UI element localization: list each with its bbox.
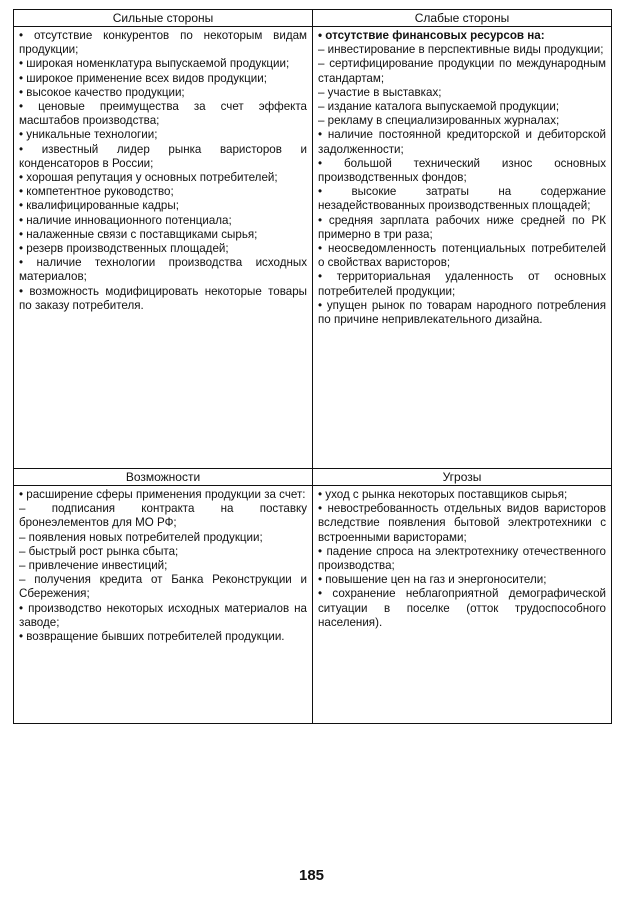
strengths-item: • хорошая репутация у основных потребителей; — [19, 171, 307, 185]
weaknesses-item: • большой технический износ основных производственных фондов; — [318, 157, 606, 185]
weaknesses-item: • высокие затраты на содержание незадействованных производственных площадей; — [318, 185, 606, 213]
threats-cell — [313, 486, 612, 724]
opportunities-list — [19, 488, 307, 644]
strengths-item: • наличие инновационного потенциала; — [19, 214, 307, 228]
strengths-item: • высокое качество продукции; — [19, 86, 307, 100]
swot-table — [13, 9, 612, 724]
strengths-item: • широкая номенклатура выпускаемой продукции; — [19, 57, 307, 71]
strengths-item: • наличие технологии производства исходных материалов; — [19, 256, 307, 284]
strengths-item: • ценовые преимущества за счет эффекта масштабов производства; — [19, 100, 307, 128]
threats-item: • невостребованность отдельных видов варисторов вследствие появления бытовой электротехники с встроенными варисторами; — [318, 502, 606, 545]
opportunities-item: – подписания контракта на поставку бронеэлементов для МО РФ; — [19, 502, 307, 530]
weaknesses-item: – сертифицирование продукции по международным стандартам; — [318, 57, 606, 85]
strengths-cell — [14, 27, 313, 469]
page-number: 185 — [298, 867, 325, 884]
opportunities-item: – привлечение инвестиций; — [19, 559, 307, 573]
threats-item: • падение спроса на электротехнику отечественного производства; — [318, 545, 606, 573]
weaknesses-item: – издание каталога выпускаемой продукции; — [318, 100, 606, 114]
strengths-item: • возможность модифицировать некоторые товары по заказу потребителя. — [19, 285, 307, 313]
strengths-item: • компетентное руководство; — [19, 185, 307, 199]
opportunities-cell — [14, 486, 313, 724]
weaknesses-cell — [313, 27, 612, 469]
threats-item: • сохранение неблагоприятной демографической ситуации в поселке (отток трудоспособного населения). — [318, 587, 606, 630]
opportunities-item: – появления новых потребителей продукции; — [19, 531, 307, 545]
strengths-item: • уникальные технологии; — [19, 128, 307, 142]
weaknesses-list — [318, 29, 606, 327]
opportunities-item: – быстрый рост рынка сбыта; — [19, 545, 307, 559]
strengths-item: • широкое применение всех видов продукции; — [19, 72, 307, 86]
threats-item: • повышение цен на газ и энергоносители; — [318, 573, 606, 587]
opportunities-item: • возвращение бывших потребителей продукции. — [19, 630, 307, 644]
strengths-item: • известный лидер рынка варисторов и конденсаторов в России; — [19, 143, 307, 171]
strengths-item: • отсутствие конкурентов по некоторым видам продукции; — [19, 29, 307, 57]
strengths-item: • налаженные связи с поставщиками сырья; — [19, 228, 307, 242]
threats-list — [318, 488, 606, 630]
weaknesses-item: • упущен рынок по товарам народного потребления по причине непривлекательного дизайна. — [318, 299, 606, 327]
strengths-item: • квалифицированные кадры; — [19, 199, 307, 213]
strengths-header: Сильные стороны — [14, 10, 313, 27]
opportunities-item: • расширение сферы применения продукции за счет: — [19, 488, 307, 502]
strengths-item: • резерв производственных площадей; — [19, 242, 307, 256]
weaknesses-item: – инвестирование в перспективные виды продукции; — [318, 43, 606, 57]
weaknesses-item: • наличие постоянной кредиторской и дебиторской задолженности; — [318, 128, 606, 156]
weaknesses-item: • отсутствие финансовых ресурсов на: — [318, 29, 606, 43]
weaknesses-item: • средняя зарплата рабочих ниже средней по РК примерно в три раза; — [318, 214, 606, 242]
weaknesses-item: • неосведомленность потенциальных потребителей о свойствах варисторов; — [318, 242, 606, 270]
weaknesses-item: – рекламу в специализированных журналах; — [318, 114, 606, 128]
threats-header: Угрозы — [313, 469, 612, 486]
weaknesses-header: Слабые стороны — [313, 10, 612, 27]
weaknesses-item: – участие в выставках; — [318, 86, 606, 100]
strengths-list — [19, 29, 307, 313]
weaknesses-item: • территориальная удаленность от основных потребителей продукции; — [318, 270, 606, 298]
opportunities-item: – получения кредита от Банка Реконструкции и Сбережения; — [19, 573, 307, 601]
threats-item: • уход с рынка некоторых поставщиков сырья; — [318, 488, 606, 502]
opportunities-header: Возможности — [14, 469, 313, 486]
opportunities-item: • производство некоторых исходных материалов на заводе; — [19, 602, 307, 630]
